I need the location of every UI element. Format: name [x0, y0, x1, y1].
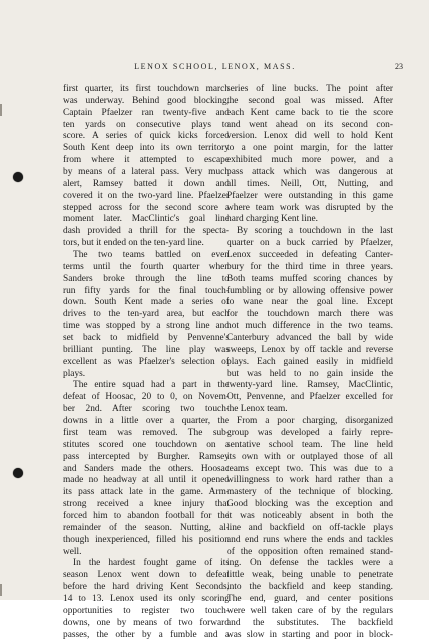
- text-line: and Sanders made the others. Hoosac: [63, 463, 229, 474]
- text-line: it was noticeably absent in both the: [227, 510, 393, 521]
- text-line: were well taken care of by the regulars: [227, 605, 393, 616]
- text-line: down. South Kent made a series of: [63, 297, 229, 308]
- text-line: opportunities to register two touch-: [63, 605, 229, 616]
- page-edge-mark: [0, 104, 2, 116]
- text-line: first team was removed. The sub-: [63, 427, 229, 438]
- text-line: its pass attack late in the game. Arm-: [63, 487, 229, 498]
- text-line: twenty-yard line. Ramsey, MacClintic,: [227, 380, 393, 391]
- text-line: version. Lenox did well to hold Kent: [227, 131, 393, 142]
- text-line: but was held to no gain inside the: [227, 368, 393, 379]
- text-line: moment later. MacClintic's goal line: [63, 214, 229, 225]
- text-line: Sanders broke through the line to: [63, 273, 229, 284]
- text-line: the second goal was missed. After: [227, 95, 393, 106]
- text-line: ing. On defense the tackles were a: [227, 558, 393, 569]
- text-line: teams except two. This was due to a: [227, 463, 393, 474]
- text-line: Lenox succeeded in defeating Canter-: [227, 250, 393, 261]
- page-number: 23: [395, 62, 403, 71]
- text-line: excellent as was Pfaelzer's selection of: [63, 356, 229, 367]
- text-line: sentative school team. The line held: [227, 439, 393, 450]
- text-line: and end runs where the ends and tackles: [227, 534, 393, 545]
- text-line: exhibited much more power, and a: [227, 155, 393, 166]
- text-line: mastery of the technique of blocking.: [227, 487, 393, 498]
- text-line: In the hardest fought game of its: [73, 558, 229, 569]
- text-line: each Kent came back to tie the score: [227, 107, 393, 118]
- text-line: Pfaelzer were outstanding in this game: [227, 190, 393, 201]
- text-line: sweeps, Lenox by off tackle and reverse: [227, 344, 393, 355]
- text-line: remainder of the season. Nutting, al-: [63, 522, 229, 533]
- text-line: though inexperienced, filled his position: [63, 534, 229, 545]
- text-line: by means of a lateral pass. Very much: [63, 167, 229, 178]
- text-line: plays. Each gained easily in midfield: [227, 356, 393, 367]
- text-line: brilliant punting. The line play was: [63, 344, 229, 355]
- text-line: Canterbury advanced the ball by wide: [227, 333, 393, 344]
- text-line: willingness to work hard rather than a: [227, 475, 393, 486]
- text-line: ten yards on consecutive plays to: [63, 119, 229, 130]
- text-line: not much difference in the two teams.: [227, 321, 393, 332]
- text-line: Captain Pfaelzer ran twenty-five and: [63, 107, 229, 118]
- text-line: drives to the ten-yard area, but each: [63, 309, 229, 320]
- text-line: little weak, being unable to penetrate: [227, 570, 393, 581]
- text-line: was underway. Behind good blocking,: [63, 95, 229, 106]
- text-line: stepped across for the second score a: [63, 202, 229, 213]
- text-line: pass attack which was dangerous at: [227, 167, 393, 178]
- text-line: Both teams muffed scoring chances by: [227, 273, 393, 284]
- text-line: forced him to abandon football for the: [63, 510, 229, 521]
- text-line: From a poor charging, disorganized: [237, 416, 393, 427]
- text-line: plays.: [63, 368, 86, 379]
- text-line: hard charging Kent line.: [227, 214, 318, 225]
- text-line: quarter on a buck carried by Pfaelzer,: [227, 238, 393, 249]
- text-line: ber 2nd. After scoring two touch-: [63, 404, 229, 415]
- text-line: terms until the fourth quarter when: [63, 261, 229, 272]
- text-line: first quarter, its first touchdown march: [63, 84, 229, 94]
- text-line: bury for the third time in three years.: [227, 261, 393, 272]
- text-line: dash provided a thrill for the specta-: [63, 226, 229, 237]
- text-line: group was developed a fairly repre-: [227, 427, 393, 438]
- text-line: stitutes scored one touchdown on a: [63, 439, 229, 450]
- text-line: the Lenox team.: [227, 404, 288, 415]
- text-line: and went ahead on its second con-: [227, 119, 393, 130]
- text-line: defeat of Hoosac, 20 to 0, on Novem-: [63, 392, 229, 403]
- text-line: tors, but it ended on the ten-yard line.: [63, 238, 204, 249]
- text-line: downs, one by means of two forward: [63, 617, 229, 628]
- running-header: LENOX SCHOOL, LENOX, MASS.: [134, 62, 296, 71]
- text-line: score. A series of quick kicks forced: [63, 131, 229, 142]
- text-line: to wane near the goal line. Except: [227, 297, 393, 308]
- text-line: covered it on the two-yard line. Pfaelzer: [63, 190, 229, 201]
- text-line: strong received a knee injury that: [63, 499, 229, 510]
- text-line: series of line bucks. The point after: [227, 84, 393, 94]
- page-edge-mark: [0, 584, 2, 596]
- text-line: Ott, Penvenne, and Pfaelzer excelled for: [227, 392, 393, 403]
- text-line: alert, Ramsey batted it down and: [63, 178, 229, 189]
- text-line: By scoring a touchdown in the last: [237, 226, 393, 237]
- text-line: Good blocking was the exception and: [227, 499, 393, 510]
- binder-hole: [13, 172, 23, 182]
- text-line: line and backfield on off-tackle plays: [227, 522, 393, 533]
- text-line: downs in a little over a quarter, the: [63, 416, 229, 427]
- text-line: its own with or outplayed those of all: [227, 451, 393, 462]
- text-line: well.: [63, 546, 82, 557]
- left-column: [63, 84, 229, 641]
- text-line: for the touchdown march there was: [227, 309, 393, 320]
- text-line: set back to midfield by Penvenne's: [63, 333, 229, 344]
- text-line: where team work was disrupted by the: [227, 202, 393, 213]
- text-line: season Lenox went down to defeat: [63, 570, 229, 581]
- text-line: of the opposition often remained stand-: [227, 546, 393, 557]
- text-line: all times. Neill, Ott, Nutting, and: [227, 178, 393, 189]
- text-line: 14 to 13. Lenox used its only scoring: [63, 593, 229, 604]
- text-line: fumbling or by allowing offensive power: [227, 285, 393, 296]
- text-line: from where it attempted to escape: [63, 155, 229, 166]
- right-column: [227, 84, 393, 641]
- text-line: The two teams battled on even: [73, 250, 229, 261]
- text-line: and the substitutes. The backfield: [227, 617, 393, 628]
- text-line: made no headway at all until it opened: [63, 475, 229, 486]
- text-line: to a one point margin, for the latter: [227, 143, 393, 154]
- text-line: run fifty yards for the final touch-: [63, 285, 229, 296]
- text-line: was slow in starting and poor in block-: [227, 629, 393, 640]
- text-line: before the hard driving Kent Seconds,: [63, 582, 229, 593]
- text-line: passes, the other by a fumble and a: [63, 629, 229, 640]
- text-line: pass intercepted by Burgher. Ramsey: [63, 451, 229, 462]
- text-line: South Kent deep into its own territory: [63, 143, 229, 154]
- binder-hole: [13, 468, 23, 478]
- text-line: time was stopped by a strong line and: [63, 321, 229, 332]
- text-line: The entire squad had a part in the: [73, 380, 229, 391]
- text-line: into the backfield and keep standing.: [227, 582, 393, 593]
- text-line: The end, guard, and center positions: [227, 593, 393, 604]
